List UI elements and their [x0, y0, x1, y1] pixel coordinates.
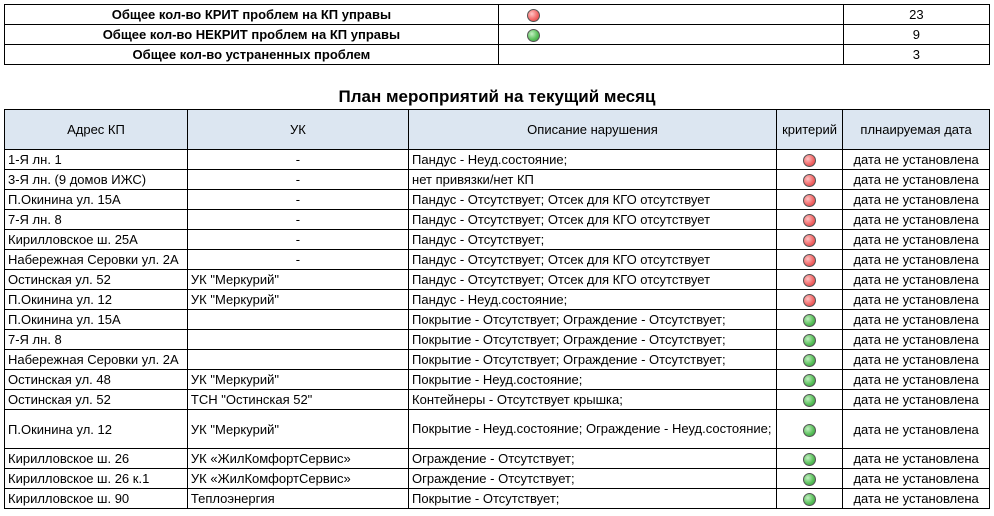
table-row — [5, 390, 990, 410]
cell-address[interactable]: П.Окинина ул. 15А — [5, 310, 188, 330]
cell-planned-date[interactable]: дата не установлена — [843, 230, 990, 250]
cell-address[interactable]: Остинская ул. 52 — [5, 270, 188, 290]
green-status-icon — [803, 453, 816, 466]
cell-uk[interactable]: - — [187, 170, 408, 190]
red-status-icon — [803, 294, 816, 307]
cell-planned-date[interactable]: дата не установлена — [843, 330, 990, 350]
cell-criterion[interactable] — [776, 170, 842, 190]
table-row — [5, 230, 990, 250]
summary-value[interactable]: 3 — [843, 45, 989, 65]
green-status-icon — [527, 29, 540, 42]
cell-address[interactable]: Кирилловское ш. 90 — [5, 489, 188, 509]
cell-address[interactable]: П.Окинина ул. 15А — [5, 190, 188, 210]
header-description[interactable]: Описание нарушения — [409, 110, 777, 150]
table-row — [5, 170, 990, 190]
cell-description[interactable]: Покрытие - Отсутствует; Ограждение - Отсутствует; — [409, 350, 777, 370]
summary-value[interactable]: 9 — [843, 25, 989, 45]
cell-uk[interactable]: УК "Меркурий" — [187, 290, 408, 310]
green-status-icon — [803, 334, 816, 347]
red-status-icon — [803, 234, 816, 247]
cell-description[interactable]: Пандус - Отсутствует; Отсек для КГО отсутствует — [409, 250, 777, 270]
header-uk[interactable]: УК — [187, 110, 408, 150]
cell-address[interactable]: Остинская ул. 52 — [5, 390, 188, 410]
cell-planned-date[interactable]: дата не установлена — [843, 310, 990, 330]
cell-uk[interactable]: УК "Меркурий" — [187, 370, 408, 390]
cell-planned-date[interactable]: дата не установлена — [843, 449, 990, 469]
cell-description[interactable]: Покрытие - Отсутствует; — [409, 489, 777, 509]
cell-planned-date[interactable]: дата не установлена — [843, 150, 990, 170]
cell-criterion[interactable] — [776, 390, 842, 410]
cell-planned-date[interactable]: дата не установлена — [843, 210, 990, 230]
cell-description[interactable]: Контейнеры - Отсутствует крышка; — [409, 390, 777, 410]
cell-address[interactable]: 3-Я лн. (9 домов ИЖС) — [5, 170, 188, 190]
summary-row — [5, 45, 990, 65]
cell-criterion[interactable] — [776, 250, 842, 270]
summary-spacer — [568, 5, 843, 25]
cell-uk[interactable]: - — [187, 250, 408, 270]
green-status-icon — [803, 354, 816, 367]
cell-planned-date[interactable]: дата не установлена — [843, 190, 990, 210]
plan-header-row — [5, 110, 990, 150]
summary-label[interactable]: Общее кол-во устраненных проблем — [5, 45, 499, 65]
cell-planned-date[interactable]: дата не установлена — [843, 290, 990, 310]
cell-uk[interactable]: - — [187, 190, 408, 210]
cell-uk[interactable]: - — [187, 150, 408, 170]
red-status-icon — [803, 194, 816, 207]
cell-address[interactable]: П.Окинина ул. 12 — [5, 290, 188, 310]
cell-description[interactable]: Ограждение - Отсутствует; — [409, 449, 777, 469]
summary-indicator — [498, 25, 568, 45]
cell-uk[interactable] — [187, 330, 408, 350]
cell-planned-date[interactable]: дата не установлена — [843, 390, 990, 410]
table-row — [5, 410, 990, 449]
cell-planned-date[interactable]: дата не установлена — [843, 350, 990, 370]
cell-uk[interactable] — [187, 350, 408, 370]
cell-description[interactable]: Ограждение - Отсутствует; — [409, 469, 777, 489]
summary-indicator — [498, 45, 568, 65]
cell-address[interactable]: 1-Я лн. 1 — [5, 150, 188, 170]
table-row — [5, 190, 990, 210]
cell-planned-date[interactable]: дата не установлена — [843, 370, 990, 390]
cell-criterion[interactable] — [776, 350, 842, 370]
cell-uk[interactable] — [187, 310, 408, 330]
cell-planned-date[interactable]: дата не установлена — [843, 410, 990, 449]
cell-criterion[interactable] — [776, 469, 842, 489]
cell-criterion[interactable] — [776, 370, 842, 390]
cell-address[interactable]: Кирилловское ш. 26 — [5, 449, 188, 469]
plan-title: План мероприятий на текущий месяц — [338, 87, 656, 106]
red-status-icon — [527, 9, 540, 22]
red-status-icon — [803, 154, 816, 167]
cell-description[interactable]: Покрытие - Неуд.состояние; Ограждение - Неуд.состояние; — [409, 410, 777, 449]
table-row — [5, 469, 990, 489]
cell-address[interactable]: Набережная Серовки ул. 2А — [5, 350, 188, 370]
table-row — [5, 489, 990, 509]
header-planned-date[interactable]: плнаируемая дата — [843, 110, 990, 150]
cell-address[interactable]: Кирилловское ш. 26 к.1 — [5, 469, 188, 489]
green-status-icon — [803, 473, 816, 486]
header-address[interactable]: Адрес КП — [5, 110, 188, 150]
table-row — [5, 270, 990, 290]
red-status-icon — [803, 254, 816, 267]
green-status-icon — [803, 424, 816, 437]
green-status-icon — [803, 394, 816, 407]
cell-uk[interactable]: УК «ЖилКомфортСервис» — [187, 449, 408, 469]
cell-address[interactable]: Остинская ул. 48 — [5, 370, 188, 390]
summary-table — [4, 4, 990, 65]
cell-address[interactable]: Кирилловское ш. 25А — [5, 230, 188, 250]
cell-description[interactable]: Пандус - Неуд.состояние; — [409, 150, 777, 170]
plan-table — [4, 109, 990, 509]
cell-criterion[interactable] — [776, 330, 842, 350]
cell-criterion[interactable] — [776, 489, 842, 509]
cell-criterion[interactable] — [776, 270, 842, 290]
green-status-icon — [803, 374, 816, 387]
summary-label[interactable]: Общее кол-во КРИТ проблем на КП управы — [5, 5, 499, 25]
table-row — [5, 150, 990, 170]
cell-criterion[interactable] — [776, 410, 842, 449]
cell-description[interactable]: нет привязки/нет КП — [409, 170, 777, 190]
summary-row — [5, 25, 990, 45]
green-status-icon — [803, 314, 816, 327]
cell-description[interactable]: Покрытие - Отсутствует; Ограждение - Отсутствует; — [409, 310, 777, 330]
cell-planned-date[interactable]: дата не установлена — [843, 469, 990, 489]
table-row — [5, 350, 990, 370]
cell-criterion[interactable] — [776, 210, 842, 230]
table-row — [5, 330, 990, 350]
summary-spacer — [568, 45, 843, 65]
summary-spacer — [568, 25, 843, 45]
cell-uk[interactable]: УК "Меркурий" — [187, 270, 408, 290]
cell-description[interactable]: Пандус - Отсутствует; Отсек для КГО отсутствует — [409, 190, 777, 210]
cell-address[interactable]: Набережная Серовки ул. 2А — [5, 250, 188, 270]
table-row — [5, 370, 990, 390]
table-row — [5, 290, 990, 310]
summary-value[interactable]: 23 — [843, 5, 989, 25]
cell-uk[interactable]: ТСН "Остинская 52" — [187, 390, 408, 410]
cell-criterion[interactable] — [776, 310, 842, 330]
cell-description[interactable]: Пандус - Отсутствует; — [409, 230, 777, 250]
cell-description[interactable]: Пандус - Отсутствует; Отсек для КГО отсутствует — [409, 270, 777, 290]
table-row — [5, 449, 990, 469]
cell-criterion[interactable] — [776, 290, 842, 310]
summary-row — [5, 5, 990, 25]
cell-planned-date[interactable]: дата не установлена — [843, 270, 990, 290]
cell-uk[interactable]: УК "Меркурий" — [187, 410, 408, 449]
cell-uk[interactable]: - — [187, 210, 408, 230]
summary-indicator — [498, 5, 568, 25]
cell-uk[interactable]: Теплоэнергия — [187, 489, 408, 509]
cell-uk[interactable]: - — [187, 230, 408, 250]
red-status-icon — [803, 214, 816, 227]
summary-label[interactable]: Общее кол-во НЕКРИТ проблем на КП управы — [5, 25, 499, 45]
red-status-icon — [803, 274, 816, 287]
table-row — [5, 310, 990, 330]
cell-planned-date[interactable]: дата не установлена — [843, 250, 990, 270]
cell-criterion[interactable] — [776, 150, 842, 170]
cell-criterion[interactable] — [776, 230, 842, 250]
cell-address[interactable]: П.Окинина ул. 12 — [5, 410, 188, 449]
cell-description[interactable]: Пандус - Отсутствует; Отсек для КГО отсутствует — [409, 210, 777, 230]
cell-description[interactable]: Пандус - Неуд.состояние; — [409, 290, 777, 310]
cell-criterion[interactable] — [776, 190, 842, 210]
cell-planned-date[interactable]: дата не установлена — [843, 170, 990, 190]
cell-description[interactable]: Покрытие - Неуд.состояние; — [409, 370, 777, 390]
table-row — [5, 250, 990, 270]
cell-uk[interactable]: УК «ЖилКомфортСервис» — [187, 469, 408, 489]
cell-planned-date[interactable]: дата не установлена — [843, 489, 990, 509]
header-criterion[interactable]: критерий — [776, 110, 842, 150]
table-row — [5, 210, 990, 230]
cell-description[interactable]: Покрытие - Отсутствует; Ограждение - Отсутствует; — [409, 330, 777, 350]
green-status-icon — [803, 493, 816, 506]
cell-criterion[interactable] — [776, 449, 842, 469]
cell-address[interactable]: 7-Я лн. 8 — [5, 330, 188, 350]
cell-address[interactable]: 7-Я лн. 8 — [5, 210, 188, 230]
red-status-icon — [803, 174, 816, 187]
